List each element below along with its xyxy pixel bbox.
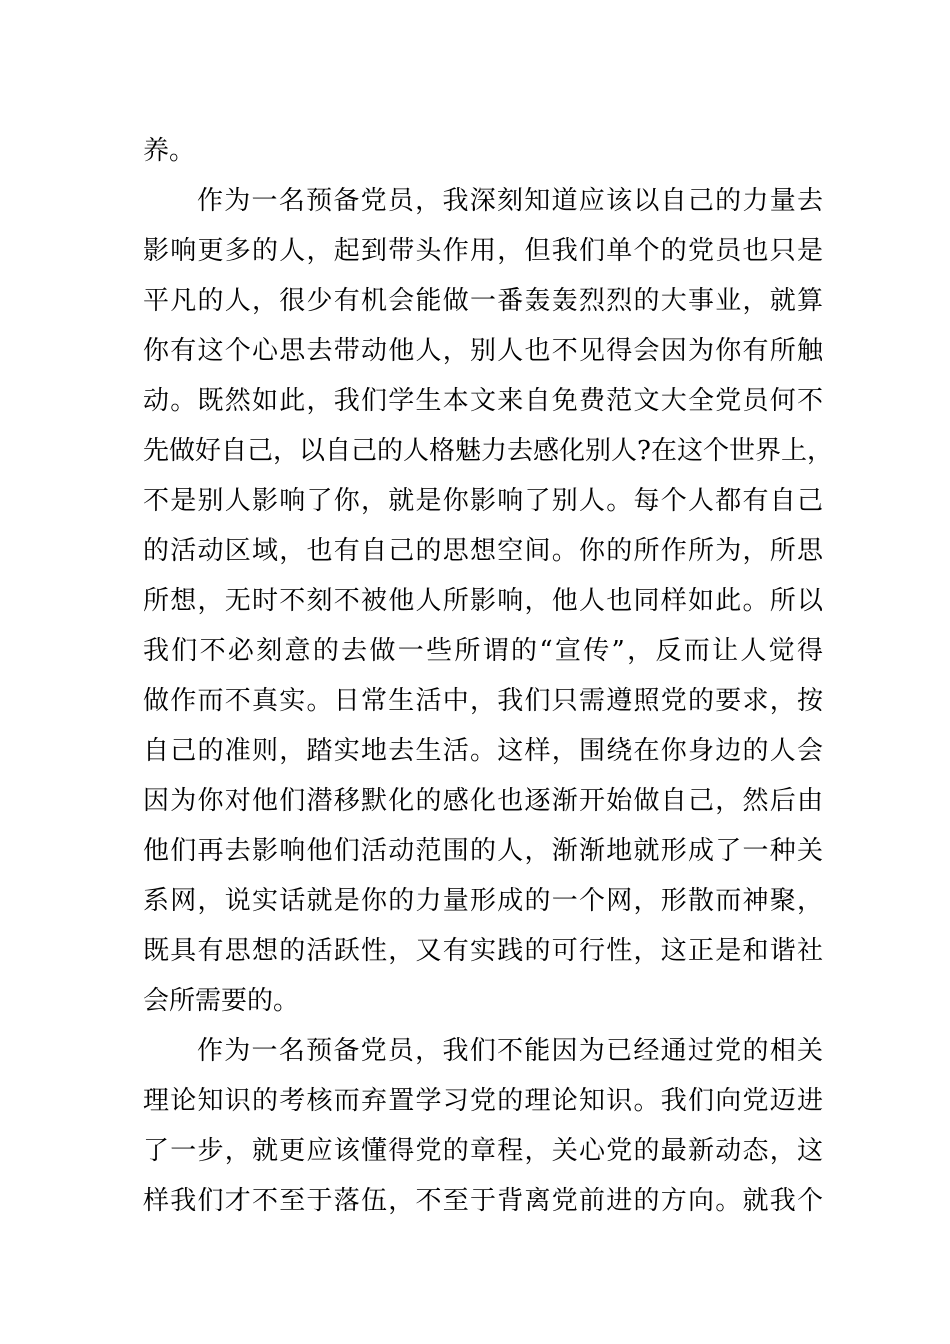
paragraph-first-line: 作为一名预备党员，我们不能因为已经通过党的相关 (197, 1036, 823, 1066)
text-line: 自己的准则，踏实地去生活。这样，围绕在你身边的人会 (143, 736, 823, 766)
paragraph-first-line: 作为一名预备党员，我深刻知道应该以自己的力量去 (197, 186, 823, 216)
text-line: 样我们才不至于落伍，不至于背离党前进的方向。就我个 (143, 1186, 823, 1216)
text-line: 不是别人影响了你，就是你影响了别人。每个人都有自己 (143, 486, 823, 516)
paragraph-last-line: 会所需要的。 (143, 986, 300, 1016)
text-line: 因为你对他们潜移默化的感化也逐渐开始做自己，然后由 (143, 786, 823, 816)
text-line: 影响更多的人，起到带头作用，但我们单个的党员也只是 (143, 236, 823, 266)
text-line: 所想，无时不刻不被他人所影响，他人也同样如此。所以 (143, 586, 823, 616)
text-line: 理论知识的考核而弃置学习党的理论知识。我们向党迈进 (143, 1086, 823, 1116)
text-line: 的活动区域，也有自己的思想空间。你的所作所为，所思 (143, 536, 823, 566)
text-line: 平凡的人，很少有机会能做一番轰轰烈烈的大事业，就算 (143, 286, 823, 316)
text-line: 养。 (143, 136, 196, 166)
text-line: 先做好自己，以自己的人格魅力去感化别人?在这个世界上， (143, 436, 833, 466)
text-line: 动。既然如此，我们学生本文来自免费范文大全党员何不 (143, 386, 823, 416)
text-line: 既具有思想的活跃性，又有实践的可行性，这正是和谐社 (143, 936, 823, 966)
text-line: 系网，说实话就是你的力量形成的一个网，形散而神聚， (143, 886, 823, 916)
text-line: 做作而不真实。日常生活中，我们只需遵照党的要求，按 (143, 686, 823, 716)
text-line: 我们不必刻意的去做一些所谓的“宣传”，反而让人觉得 (143, 636, 823, 666)
text-line: 你有这个心思去带动他人，别人也不见得会因为你有所触 (143, 336, 823, 366)
text-line: 他们再去影响他们活动范围的人，渐渐地就形成了一种关 (143, 836, 823, 866)
text-line: 了一步，就更应该懂得党的章程，关心党的最新动态，这 (143, 1136, 823, 1166)
